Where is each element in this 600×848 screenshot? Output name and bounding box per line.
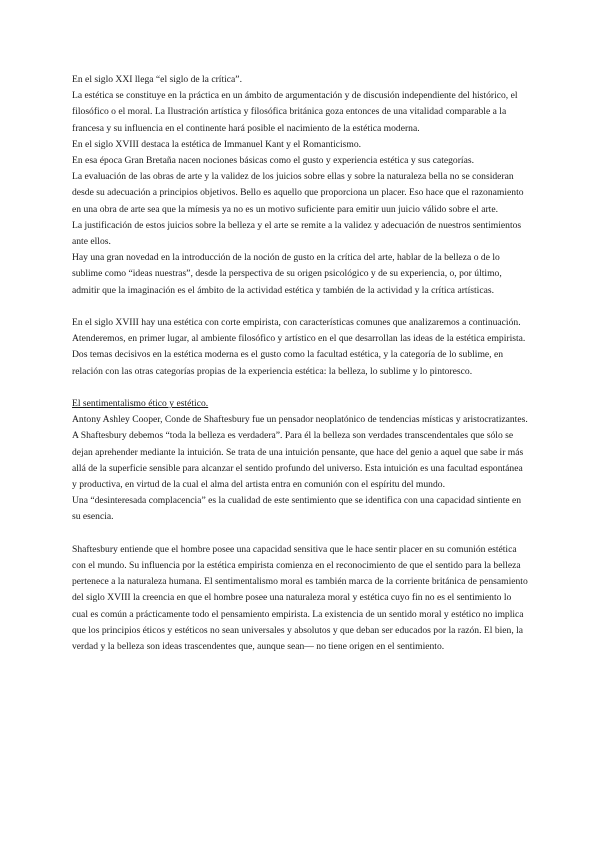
section-heading-sentimentalismo: El sentimentalismo ético y estético.: [72, 398, 209, 410]
paragraph-evaluacion: La evaluación de las obras de arte y la validez de los juicios sobre ellas y sobre la naturaleza bella no se consideran desde su adecuación a principios objetivos. Bello es aquello que proporciona un placer. Eso hace que el razonamiento en una obra de arte sea que la mímesis ya no es un motivo suficiente para emitir uun juicio válido sobre el arte.: [72, 171, 524, 215]
paragraph-justificacion: La justificación de estos juicios sobre la belleza y el arte se remite a la validez y adecuación de nuestros sentimientos ante ellos.: [72, 219, 522, 248]
paragraph-estetica-argumentacion: La estética se constituye en la práctica en un ámbito de argumentación y de discusión independiente del histórico, el filosófico o el moral. La Ilustración artística y filosófica británica goza entonces de una vitalidad comparable a la francesa y su influencia en el continente hará posible el nacimiento de la estética moderna.: [72, 90, 518, 134]
paragraph-desinteresada-complacencia: Una “desinteresada complacencia” es la cualidad de este sentimiento que se identifica con una capacidad sintiente en su esencia.: [72, 495, 522, 523]
paragraph-siglo-xxi: En el siglo XXI llega “el siglo de la crítica”.: [72, 74, 242, 85]
paragraph-shaftesbury: Antony Ashley Cooper, Conde de Shaftesbury fue un pensador neoplatónico de tendencias místicas y aristocratizantes. A Shaftesbury debemos “toda la belleza es verdadera”. Para él la belleza son verdades transcendentales que sólo se dejan aprehender mediante la intuición. Se trata de una intuición pensante, que hace del genio a aquel que sabe ir más allá de la superficie sensible para alcanzar el sentido profundo del universo. Esta intuición es una facultad espontánea y productiva, en virtud de la cual el alma del artista entra en comunión con el espíritu del mundo.: [72, 414, 528, 491]
paragraph-novedad-gusto: Hay una gran novedad en la introducción de la noción de gusto en la crítica del arte, hablar de la belleza o de lo sublime como “ideas nuestras”, desde la perspectiva de su origen psicológico y de su experiencia, o, por último, admitir que la imaginación es el ámbito de la actividad estética y también de la actividad y la crítica artísticas.: [72, 252, 502, 296]
paragraph-estetica-empirista: En el siglo XVIII hay una estética con corte empirista, con características comunes que analizaremos a continuación. Atenderemos, en primer lugar, al ambiente filosófico y artístico en el que desarrollan las ideas de la estética empirista. Dos temas decisivos en la estética moderna es el gusto como la facultad estética, y la categoría de lo sublime, en relación con las otras categorías propias de la experiencia estética: la belleza, lo sublime y lo pintoresco.: [72, 317, 526, 377]
paragraph-kant: En el siglo XVIII destaca la estética de Immanuel Kant y el Romanticismo.: [72, 138, 362, 150]
paragraph-gran-bretana: En esa época Gran Bretaña nacen nociones básicas como el gusto y experiencia estética y sus categorías.: [72, 155, 474, 167]
paragraph-capacidad-sensitiva: Shaftesbury entiende que el hombre posee una capacidad sensitiva que le hace sentir placer en su comunión estética con el mundo. Su influencia por la estética empirista comienza en el reconocimiento de que el sentido para la belleza pertenece a la naturaleza humana. El sentimentalismo moral es también marca de la corriente británica de pensamiento del siglo XVIII la creencia en que el hombre posee una naturaleza moral y estética cuyo fin no es el sentimiento lo cual es común a prácticamente todo el pensamiento empirista. La existencia de un sentido moral y estético no implica que los principios éticos y estéticos no sean universales y absolutos y que deban ser educados por la razón. El bien, la verdad y la belleza son ideas trascendentes que, aunque sean— no tiene origen en el sentimiento.: [72, 543, 528, 653]
